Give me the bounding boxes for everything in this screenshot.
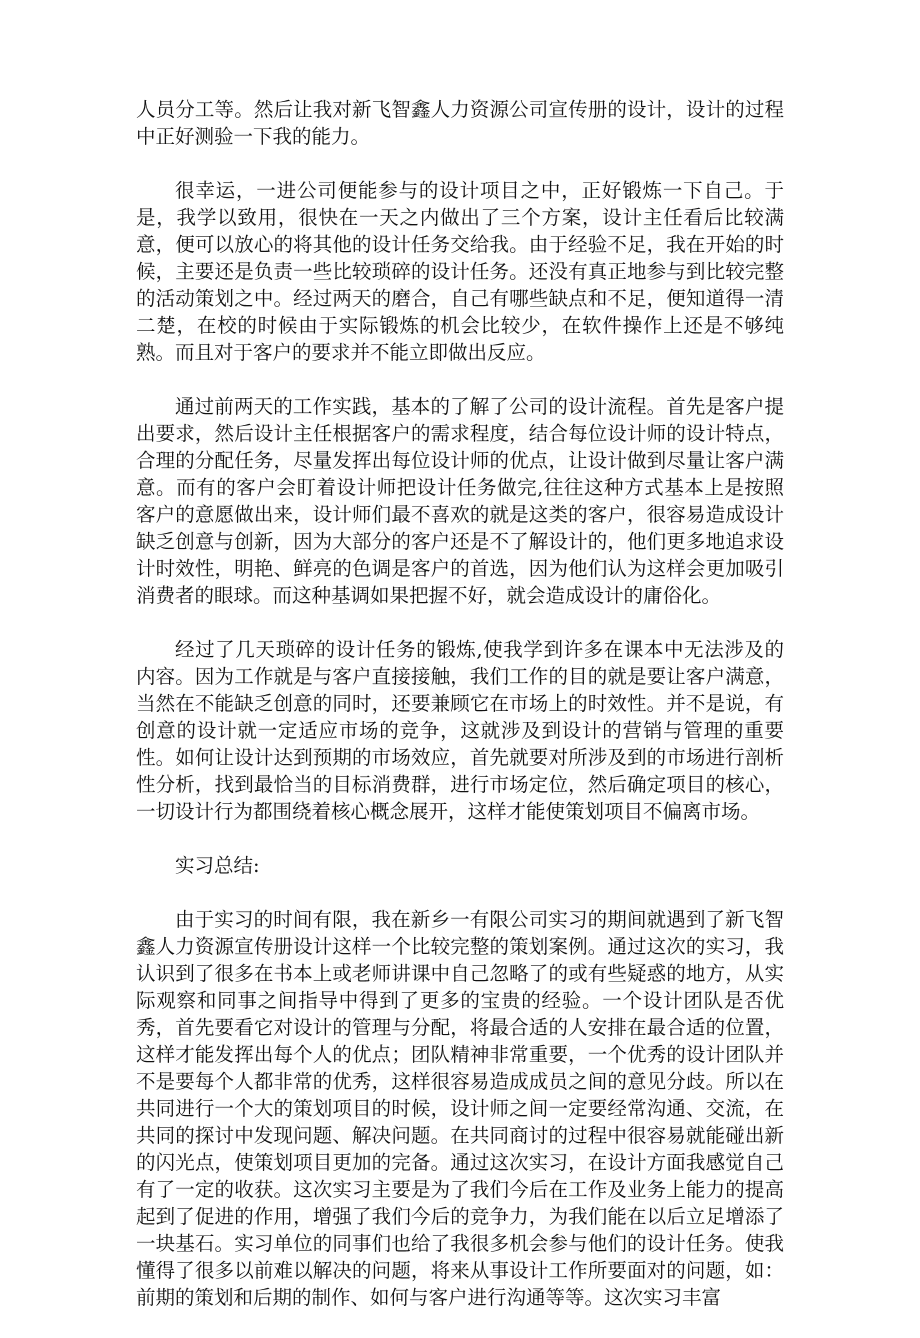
paragraph-first-project: 很幸运，一进公司便能参与的设计项目之中，正好锻炼一下自己。于是，我学以致用，很快在一天之内做出了三个方案，设计主任看后比较满意，便可以放心的将其他的设计任务交给我。由于经验不足，我在开始的时候，主要还是负责一些比较琐碎的设计任务。还没有真正地参与到比较完整的活动策划之中。经过两天的磨合，自己有哪些缺点和不足，便知道得一清二楚，在校的时候由于实际锻炼的机会比较少，在软件操作上还是不够纯熟。而且对于客户的要求并不能立即做出反应。 [136, 179, 784, 364]
paragraph-continuation: 人员分工等。然后让我对新飞智鑫人力资源公司宣传册的设计，设计的过程中正好测验一下我的能力。 [136, 98, 784, 148]
document-page [136, 96, 784, 1338]
paragraph-design-process: 通过前两天的工作实践，基本的了解了公司的设计流程。首先是客户提出要求，然后设计主任根据客户的需求程度，结合每位设计师的设计特点，合理的分配任务，尽量发挥出每位设计师的优点，让设计做到尽量让客户满意。而有的客户会盯着设计师把设计任务做完,往往这种方式基本上是按照客户的意愿做出来，设计师们最不喜欢的就是这类的客户，很容易造成设计缺乏创意与创新，因为大部分的客户还是不了解设计的，他们更多地追求设计时效性，明艳、鲜亮的色调是客户的首选，因为他们认为这样会更加吸引消费者的眼球。而这种基调如果把握不好，就会造成设计的庸俗化。 [136, 395, 784, 607]
section-heading-summary: 实习总结: [175, 854, 260, 877]
paragraph-market-lessons: 经过了几天琐碎的设计任务的锻炼,使我学到许多在课本中无法涉及的内容。因为工作就是与客户直接接触，我们工作的目的就是要让客户满意，当然在不能缺乏创意的同时，还要兼顾它在市场上的时效性。并不是说，有创意的设计就一定适应市场的竞争，这就涉及到设计的营销与管理的重要性。如何让设计达到预期的市场效应，首先就要对所涉及到的市场进行剖析性分析，找到最恰当的目标消费群，进行市场定位，然后确定项目的核心，一切设计行为都围绕着核心概念展开，这样才能使策划项目不偏离市场。 [136, 638, 784, 823]
paragraph-summary: 由于实习的时间有限，我在新乡一有限公司实习的期间就遇到了新飞智鑫人力资源宣传册设计这样一个比较完整的策划案例。通过这次的实习，我认识到了很多在书本上或老师讲课中自己忽略了的或有些疑惑的地方，从实际观察和同事之间指导中得到了更多的宝贵的经验。一个设计团队是否优秀，首先要看它对设计的管理与分配，将最合适的人安排在最合适的位置，这样才能发挥出每个人的优点；团队精神非常重要，一个优秀的设计团队并不是要每个人都非常的优秀，这样很容易造成成员之间的意见分歧。所以在共同进行一个大的策划项目的时候，设计师之间一定要经常沟通、交流，在共同的探讨中发现问题、解决问题。在共同商讨的过程中很容易就能碰出新的闪光点，使策划项目更加的完备。通过这次实习，在设计方面我感觉自己有了一定的收获。这次实习主要是为了我们今后在工作及业务上能力的提高起到了促进的作用，增强了我们今后的竞争力，为我们能在以后立足增添了一块基石。实习单位的同事们也给了我很多机会参与他们的设计任务。使我懂得了很多以前难以解决的问题，将来从事设计工作所要面对的问题，如：前期的策划和后期的制作、如何与客户进行沟通等等。这次实习丰富 [136, 908, 784, 1309]
